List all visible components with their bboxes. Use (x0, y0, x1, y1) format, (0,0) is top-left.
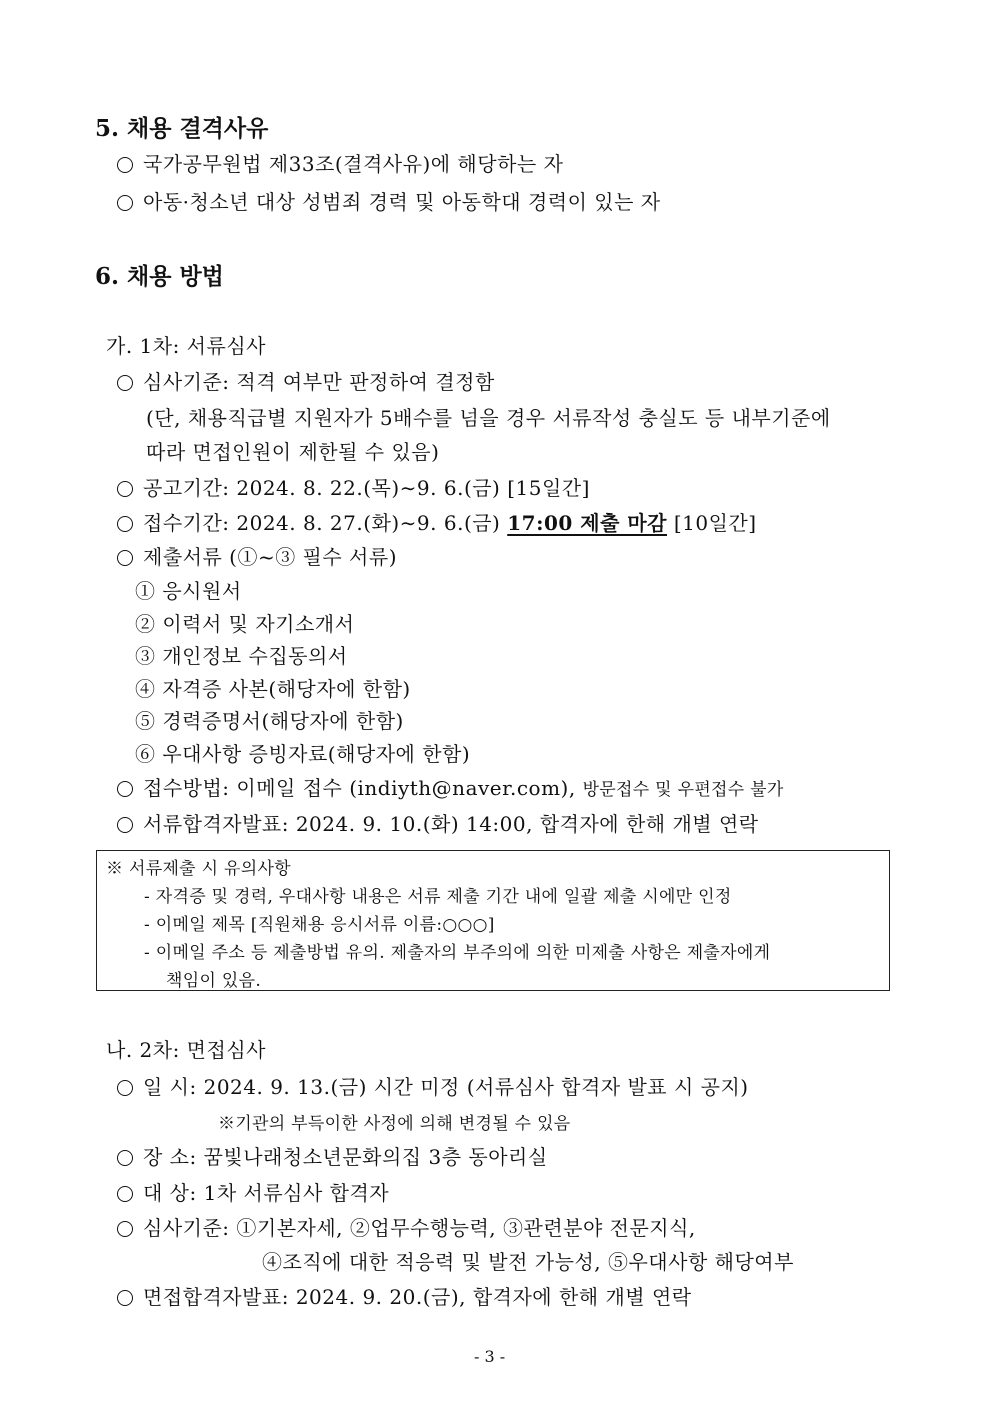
notice-title: ※ 서류제출 시 유의사항 (106, 859, 291, 879)
criteria-note-line1: (단, 채용직급별 지원자가 5배수를 넘을 경우 서류작성 충실도 등 내부기준에 (146, 406, 831, 430)
subsection-b-heading: 나. 2차: 면접심사 (106, 1038, 266, 1062)
deadline-highlight: 17:00 제출 마감 (507, 511, 667, 535)
list-item: 심사기준: 적격 여부만 판정하여 결정함 (117, 366, 495, 395)
list-item: 일 시: 2024. 9. 13.(금) 시간 미정 (서류심사 합격자 발표 시 공지) (117, 1071, 749, 1100)
list-item: 공고기간: 2024. 8. 22.(목)∼9. 6.(금) [15일간] (117, 472, 590, 501)
notice-line: 책임이 있음. (166, 971, 262, 991)
list-item: 국가공무원법 제33조(결격사유)에 해당하는 자 (117, 148, 563, 177)
doc-item: ② 이력서 및 자기소개서 (135, 612, 355, 636)
list-item: 서류합격자발표: 2024. 9. 10.(화) 14:00, 합격자에 한해 개별 연락 (117, 808, 759, 837)
criteria-line2: ④조직에 대한 적응력 및 발전 가능성, ⑤우대사항 해당여부 (262, 1250, 794, 1274)
bullet-circle-icon (117, 817, 133, 833)
bullet-circle-icon (117, 1080, 133, 1096)
subsection-a-heading: 가. 1차: 서류심사 (106, 334, 266, 358)
bullet-circle-icon (117, 550, 133, 566)
bullet-circle-icon (117, 781, 133, 797)
doc-item: ① 응시원서 (135, 579, 242, 603)
date-note: ※기관의 부득이한 사정에 의해 변경될 수 있음 (218, 1114, 571, 1134)
list-item: 장 소: 꿈빛나래청소년문화의집 3층 동아리실 (117, 1141, 548, 1170)
bullet-circle-icon (117, 1186, 133, 1202)
list-item: 접수기간: 2024. 8. 27.(화)∼9. 6.(금) 17:00 제출 마감 [10일간] (117, 507, 757, 536)
notice-line: - 자격증 및 경력, 우대사항 내용은 서류 제출 기간 내에 일괄 제출 시에만 인정 (144, 887, 732, 907)
bullet-circle-icon (117, 1290, 133, 1306)
list-item: 심사기준: ①기본자세, ②업무수행능력, ③관련분야 전문지식, (117, 1212, 696, 1241)
page-number: - 3 - (474, 1347, 506, 1366)
list-item: 대 상: 1차 서류심사 합격자 (117, 1177, 389, 1206)
criteria-note-line2: 따라 면접인원이 제한될 수 있음) (146, 440, 440, 464)
section6-heading: 6. 채용 방법 (95, 263, 224, 290)
bullet-circle-icon (117, 195, 133, 211)
doc-item: ⑥ 우대사항 증빙자료(해당자에 한함) (135, 742, 471, 766)
bullet-circle-icon (117, 1150, 133, 1166)
doc-item: ④ 자격증 사본(해당자에 한함) (135, 677, 411, 701)
doc-item: ⑤ 경력증명서(해당자에 한함) (135, 709, 404, 733)
section5-heading: 5. 채용 결격사유 (95, 115, 269, 142)
notice-line: - 이메일 주소 등 제출방법 유의. 제출자의 부주의에 의한 미제출 사항은 제출자에게 (144, 943, 771, 963)
list-item: 면접합격자발표: 2024. 9. 20.(금), 합격자에 한해 개별 연락 (117, 1281, 692, 1310)
bullet-circle-icon (117, 157, 133, 173)
notice-line: - 이메일 제목 [직원채용 응시서류 이름:○○○] (144, 915, 495, 935)
list-item: 제출서류 (①~③ 필수 서류) (117, 541, 397, 570)
bullet-circle-icon (117, 481, 133, 497)
doc-item: ③ 개인정보 수집동의서 (135, 644, 348, 668)
list-item: 아동·청소년 대상 성범죄 경력 및 아동학대 경력이 있는 자 (117, 186, 661, 215)
bullet-circle-icon (117, 375, 133, 391)
bullet-circle-icon (117, 516, 133, 532)
list-item: 접수방법: 이메일 접수 (indiyth@naver.com), 방문접수 및 우편접수 불가 (117, 772, 784, 801)
bullet-circle-icon (117, 1221, 133, 1237)
